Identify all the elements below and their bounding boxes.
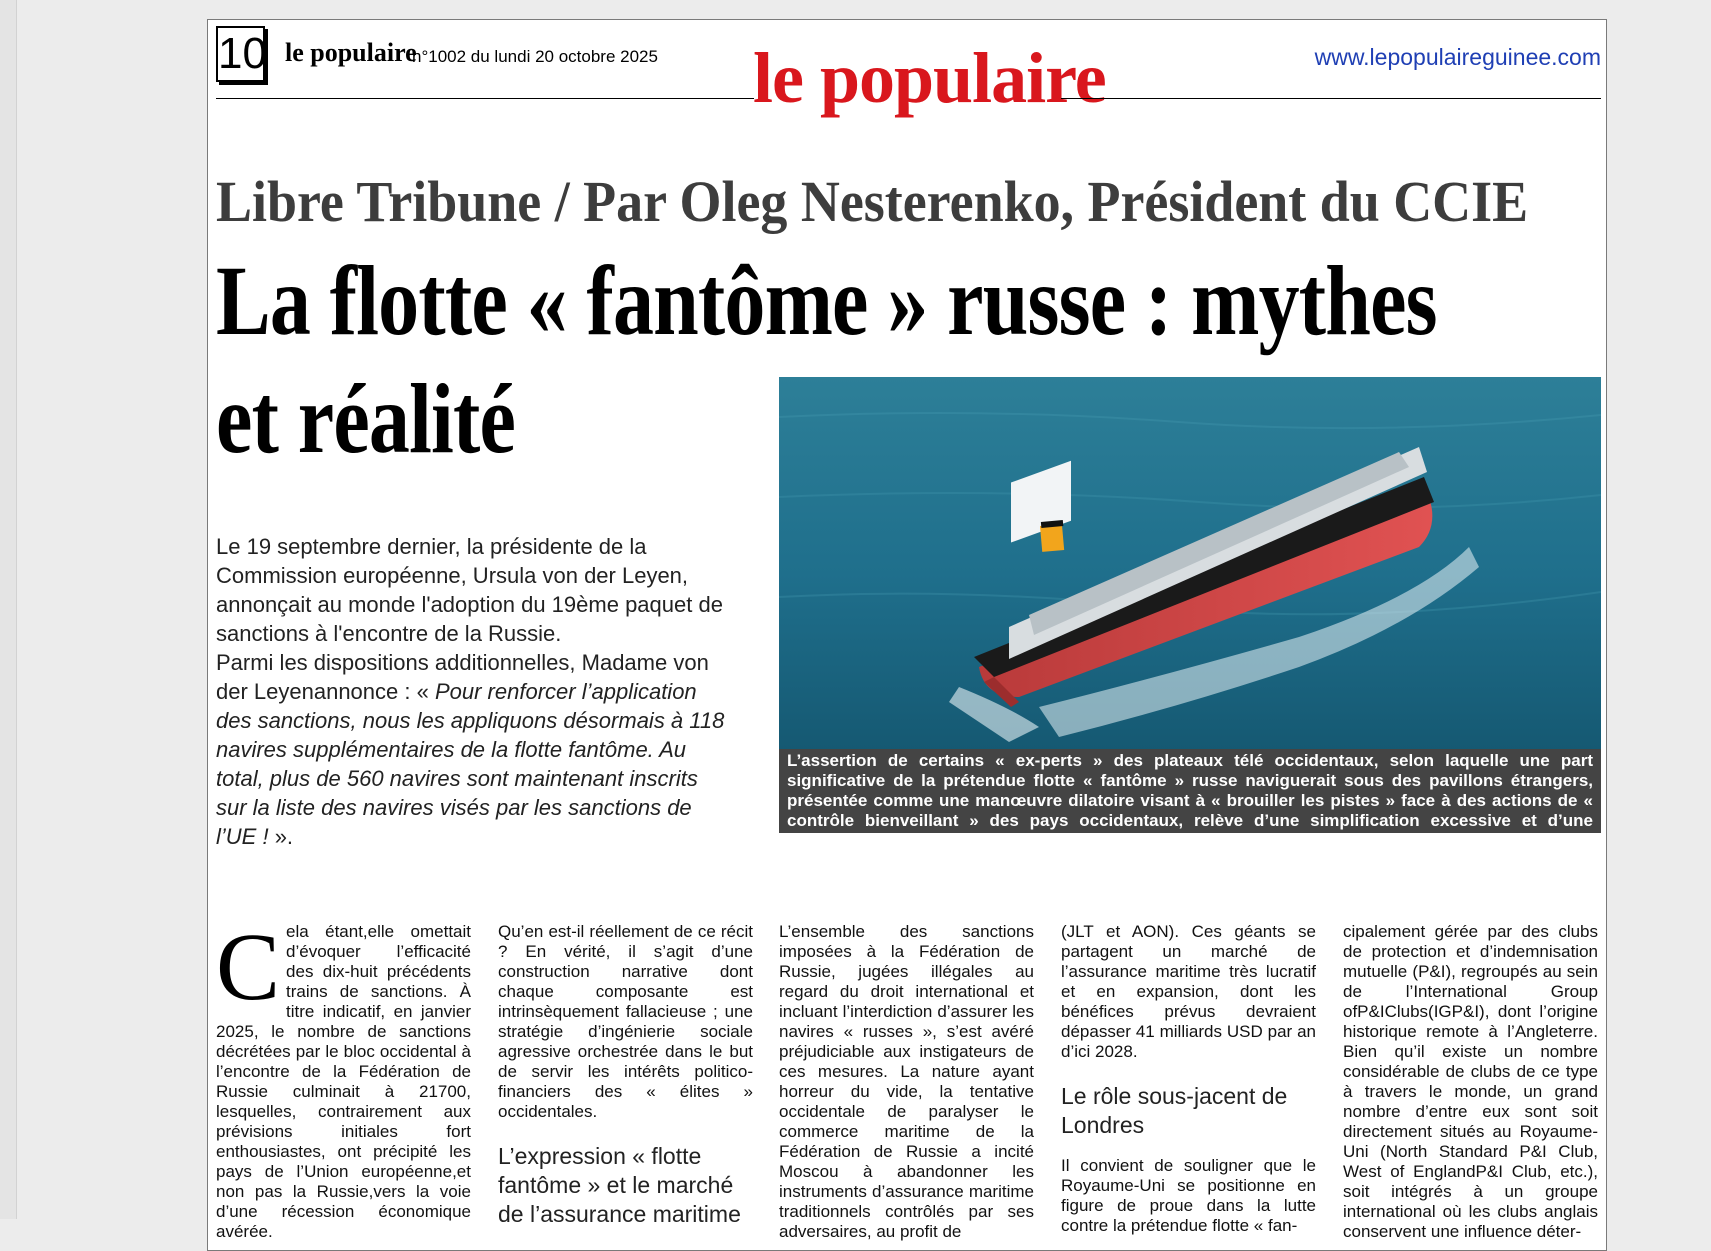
column-4: [1061, 922, 1316, 1236]
column-5: [1343, 922, 1598, 1242]
column-2: [498, 922, 753, 1245]
photo-caption: [779, 749, 1601, 850]
column-2-subhead: L’expression « flotte fantôme » et le marché de l’assurance maritime: [498, 1143, 741, 1227]
issue-info: n°1002 du lundi 20 octobre 2025: [412, 47, 658, 66]
headline-line-2: et réalité: [216, 363, 516, 474]
column-3: [779, 922, 1034, 1242]
header-brand: le populaire: [285, 38, 417, 67]
header-rule-left: [216, 98, 754, 99]
column-5-text: cipalement gérée par des clubs de protection et d’indemnisation mutuelle (P&I), regroupés au sein de l’International Group ofP&IClubs(IGP&I), dont l’origine historique remote à l’Angleterre. Bien qu’il existe un nombre considérable de clubs de ce type à travers le monde, un grand nombre d’entre eux sont soit directement situés au Royaume-Uni (North Standard P&I Club, West of EnglandP&I Club, etc.), soit intégrés à un groupe international où les clubs anglais conservent une influence déter-: [1343, 922, 1598, 1241]
column-4-text-a: (JLT et AON). Ces géants se partagent un marché de l’assurance maritime très lucratif et en expansion, dont les bénéfices prévus devraient dépasser 41 milliards USD par an d’ici 2028.: [1061, 922, 1316, 1061]
newspaper-page[interactable]: [207, 19, 1607, 1251]
caption-credit: (© DR): [1265, 831, 1319, 850]
ship-illustration: [779, 377, 1601, 772]
column-1: [216, 913, 471, 1242]
column-4-subhead: Le rôle sous-jacent de Londres: [1061, 1083, 1288, 1138]
viewer-left-gutter: [0, 0, 17, 1219]
column-2-text: Qu’en est-il réellement de ce récit ? En vérité, il s’agit d’une construction narrative dont chaque composante est intrinsèquement fallacieuse ; une stratégie d’ingénierie sociale agressive orchestrée dans le but de servir les intérêts politico-financiers des « élites » occidentales.: [498, 922, 753, 1121]
intro-quote: Pour renforcer l’application des sanctions, nous les appliquons désormais à 118 navires supplémentaires de la flotte fantôme. Au total, plus de 560 navires sont maintenant inscrits sur la liste des navires visés par les sanctions de l’UE !: [216, 679, 725, 849]
column-1-text: ela étant,elle omettait d’évoquer l’efficacité des dix-huit précédents trains de sanctions. À titre indicatif, en janvier 2025, le nombre de sanctions décrétées par le bloc occidental à l’encontre de la Fédération de Russie culminait à 21700, lesquelles, contrairement aux prévisions initiales fort enthousiastes, ont précipité les pays de l’Union européenne,et non pas la Russie,vers la voie d’une récession économique avérée.: [216, 922, 471, 1241]
tanker-photo: [779, 377, 1601, 772]
intro-paragraph: [216, 532, 731, 851]
article-kicker: Libre Tribune / Par Oleg Nesterenko, Président du CCIE: [216, 169, 1529, 234]
page-number: 10: [216, 26, 265, 82]
intro-end: ».: [274, 824, 294, 849]
website-link[interactable]: www.lepopulaireguinee.com: [1314, 44, 1601, 70]
intro-text-2: Parmi les dispositions additionnelles, Madame von der Leyenannonce : «: [216, 650, 709, 704]
drop-cap: C: [216, 913, 281, 1020]
intro-text-1: Le 19 septembre dernier, la présidente de la Commission européenne, Ursula von der Leyen, annonçait au monde l'adoption du 19ème paquet de sanctions à l'encontre de la Russie.: [216, 534, 723, 646]
column-4-text-b: Il convient de souligner que le Royaume-Uni se positionne en figure de proue dans la lutte contre la prétendue flotte « fan-: [1061, 1156, 1316, 1235]
caption-text: L’assertion de certains « ex-perts » des plateaux télé occidentaux, selon laquelle une part significative de la prétendue flotte « fantôme » russe naviguerait sous des pavillons étrangers, présentée comme une manœuvre dilatoire visant à « brouiller les pistes » face à des actions de « contrôle bienveillant » des pays occidentaux, relève d’une simplification excessive et d’une méconnaissance totale des pratiques maritimes courantes.: [787, 751, 1593, 850]
column-3-text: L’ensemble des sanctions imposées à la Fédération de Russie, jugées illégales au regard du droit international et incluant l’interdiction d’assurer les navires « russes », s’est avéré préjudiciable aux instigateurs de ces mesures. La nature ayant horreur du vide, la tentative occidentale de paralyser le commerce maritime de la Fédération de Russie a incité Moscou à abandonner les instruments d’assurance maritime traditionnels contrôlés par ses adversaires, au profit de: [779, 922, 1034, 1241]
headline-line-1: La flotte « fantôme » russe : mythes: [216, 245, 1437, 356]
header-rule-right: [1061, 98, 1601, 99]
newspaper-logo: le populaire: [753, 38, 1106, 118]
